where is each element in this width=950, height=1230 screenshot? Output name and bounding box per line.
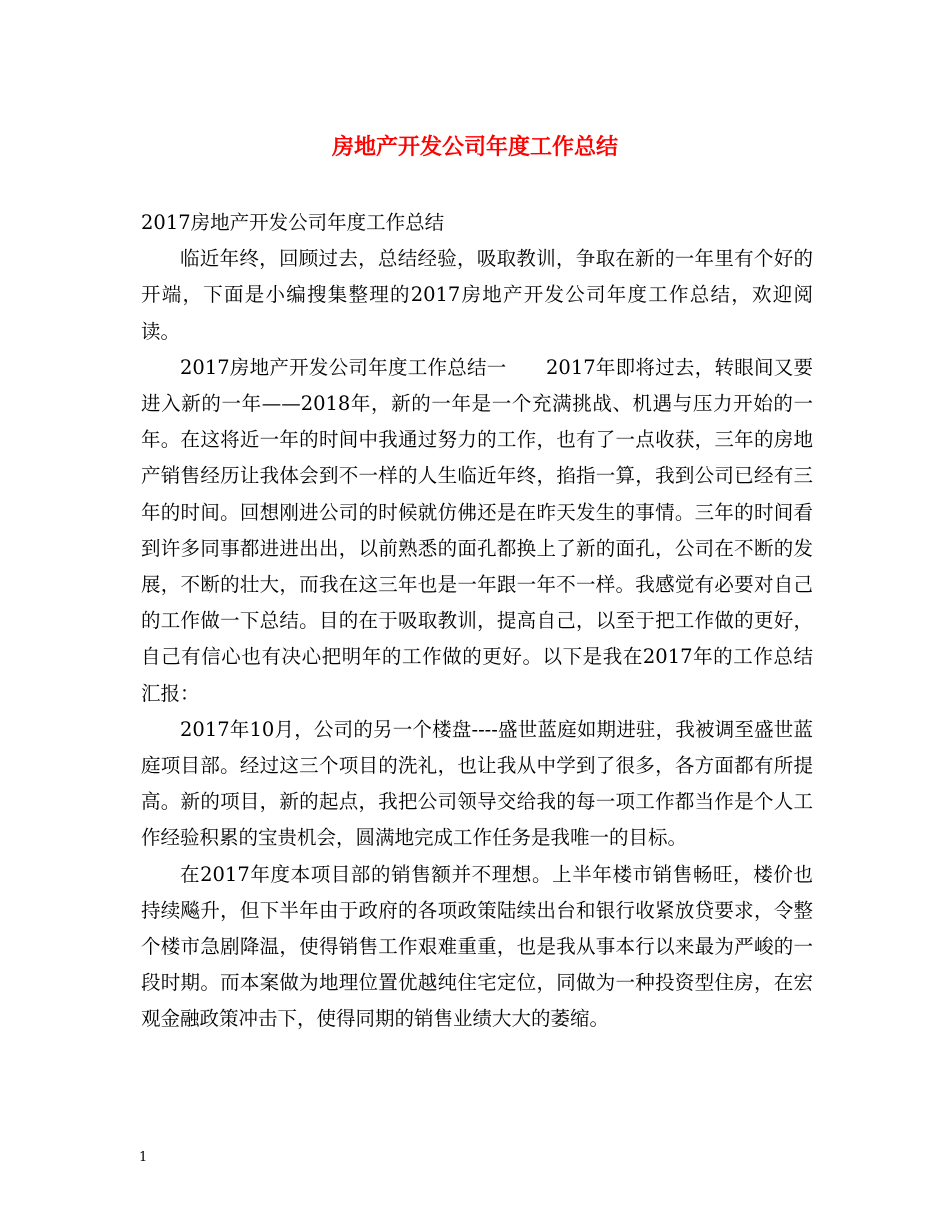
paragraph-intro: 临近年终，回顾过去，总结经验，吸取教训，争取在新的一年里有个好的开端，下面是小编搜集整理的2017房地产开发公司年度工作总结，欢迎阅读。 xyxy=(141,247,813,343)
page-number: 1 xyxy=(139,1150,148,1165)
paragraph-project-transfer: 2017年10月，公司的另一个楼盘----盛世蓝庭如期进驻，我被调至盛世蓝庭项目部。经过这三个项目的洗礼，也让我从中学到了很多，各方面都有所提高。新的项目，新的起点，我把公司领导交给我的每一项工作都当作是个人工作经验积累的宝贵机会，圆满地完成工作任务是我唯一的目标。 xyxy=(141,717,813,850)
document-subtitle: 2017房地产开发公司年度工作总结 xyxy=(141,211,445,234)
paragraph-sales-performance: 在2017年度本项目部的销售额并不理想。上半年楼市销售畅旺，楼价也持续飚升，但下半年由于政府的各项政策陆续出台和银行收紧放贷要求，令整个楼市急剧降温，使得销售工作艰难重重，也是我从事本行以来最为严峻的一段时期。而本案做为地理位置优越纯住宅定位，同做为一种投资型住房，在宏观金融政策冲击下，使得同期的销售业绩大大的萎缩。 xyxy=(141,862,813,1031)
document-title: 房地产开发公司年度工作总结 xyxy=(331,134,618,160)
document-body xyxy=(141,205,813,1038)
paragraph-summary-one: 2017房地产开发公司年度工作总结一 2017年即将过去，转眼间又要进入新的一年——2018年，新的一年是一个充满挑战、机遇与压力开始的一年。在这将近一年的时间中我通过努力的工作，也有了一点收获，三年的房地产销售经历让我体会到不一样的人生临近年终，掐指一算，我到公司已经有三年的时间。回想刚进公司的时候就仿佛还是在昨天发生的事情。三年的时间看到许多同事都进进出出，以前熟悉的面孔都换上了新的面孔，公司在不断的发展，不断的壮大，而我在这三年也是一年跟一年不一样。我感觉有必要对自己的工作做一下总结。目的在于吸取教训，提高自己，以至于把工作做的更好，自己有信心也有决心把明年的工作做的更好。以下是我在2017年的工作总结汇报： xyxy=(141,355,813,705)
